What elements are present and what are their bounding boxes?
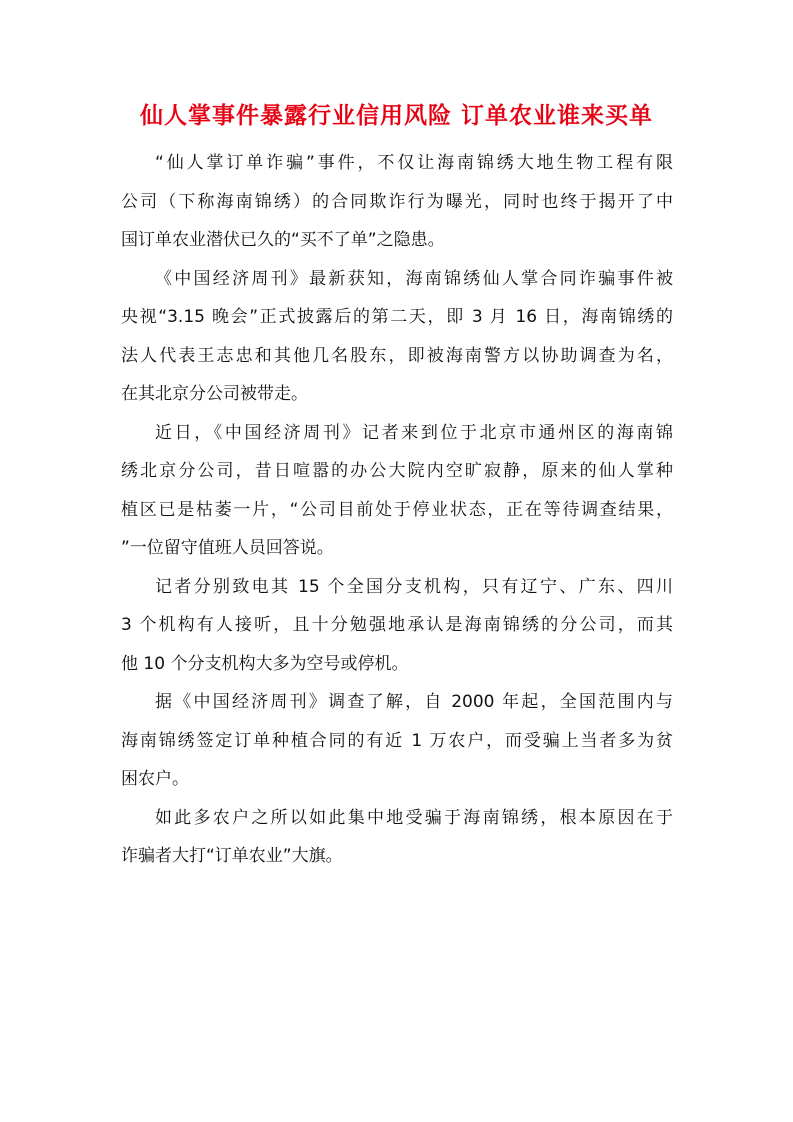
text-line: 3 个机构有人接听，且十分勉强地承认是海南锦绣的分公司，而其 (121, 615, 673, 635)
text-line: 记者分别致电其 15 个全国分支机构，只有辽宁、广东、四川 (155, 576, 673, 597)
article-body (121, 144, 673, 876)
paragraph-4 (121, 568, 673, 684)
paragraph-6 (121, 799, 673, 876)
text-line: 绣北京分公司，昔日喧嚣的办公大院内空旷寂静，原来的仙人掌种 (121, 461, 673, 481)
paragraph-3 (121, 414, 673, 568)
text-line: 近日，《中国经济周刊》记者来到位于北京市通州区的海南锦 (155, 422, 673, 443)
text-line: 据《中国经济周刊》调查了解，自 2000 年起，全国范围内与 (155, 692, 673, 712)
text-line: 如此多农户之所以如此集中地受骗于海南锦绣，根本原因在于 (155, 807, 673, 828)
text-line: 《中国经济周刊》最新获知，海南锦绣仙人掌合同诈骗事件被 (155, 268, 673, 289)
paragraph-2 (121, 260, 673, 414)
text-line: “仙人掌订单诈骗”事件，不仅让海南锦绣大地生物工程有限 (155, 153, 673, 173)
paragraph-5 (121, 683, 673, 799)
text-line: 植区已是枯萎一片，“公司目前处于停业状态，正在等待调查结果， (121, 499, 673, 520)
text-line: 海南锦绣签定订单种植合同的有近 1 万农户，而受骗上当者多为贫 (121, 730, 673, 751)
article-title: 仙人掌事件暴露行业信用风险 订单农业谁来买单 (139, 102, 653, 129)
text-line: 央视“3.15 晚会”正式披露后的第二天，即 3 月 16 日，海南锦绣的 (121, 307, 673, 327)
text-line: 困农户。 (121, 769, 189, 789)
text-line: 法人代表王志忠和其他几名股东，即被海南警方以协助调查为名， (121, 345, 673, 366)
text-line: 他 10 个分支机构大多为空号或停机。 (121, 653, 409, 674)
text-line: 公司（下称海南锦绣）的合同欺诈行为曝光，同时也终于揭开了中 (121, 191, 673, 212)
text-line: 在其北京分公司被带走。 (121, 384, 308, 404)
text-line: ”一位留守值班人员回答说。 (121, 538, 334, 558)
paragraph-1 (121, 144, 673, 260)
text-line: 诈骗者大打“订单农业”大旗。 (121, 846, 343, 866)
text-line: 国订单农业潜伏已久的“买不了单”之隐患。 (121, 230, 445, 250)
